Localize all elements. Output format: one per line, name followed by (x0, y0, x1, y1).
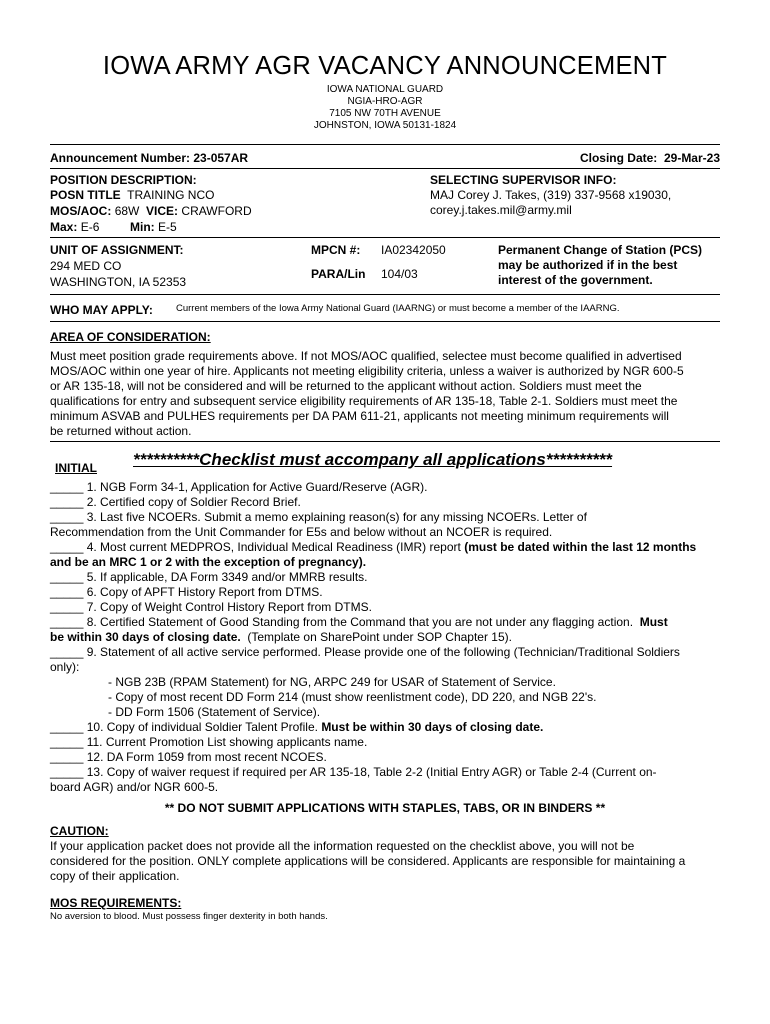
checklist-item-6 (50, 585, 323, 600)
checklist-item-10 (50, 720, 543, 735)
checklist-item-13-cont: board AGR) and/or NGR 600-5. (50, 780, 219, 794)
checklist-item-emphasis: Must (639, 615, 668, 629)
max-label: Max: (50, 220, 78, 234)
checklist-item-text: 7. Copy of Weight Control History Report from DTMS. (86, 600, 372, 614)
checklist-item-8-cont (50, 630, 512, 645)
initial-blank: _____ (50, 720, 84, 734)
vice-label: VICE: (146, 204, 179, 218)
initial-label: INITIAL (55, 461, 97, 475)
unit-name: 294 MED CO (50, 259, 122, 273)
address-line-4: JOHNSTON, IOWA 50131-1824 (313, 120, 457, 131)
posn-title-label: POSN TITLE (50, 188, 121, 202)
mos-row (50, 204, 252, 219)
checklist-item-2 (50, 495, 301, 510)
initial-blank: _____ (50, 495, 84, 509)
initial-blank: _____ (50, 540, 84, 554)
checklist-item-text: 11. Current Promotion List showing applicants name. (86, 735, 368, 749)
min-value: E-5 (158, 220, 177, 234)
checklist-item-9 (50, 645, 680, 660)
page-title: IOWA ARMY AGR VACANCY ANNOUNCEMENT (102, 52, 668, 80)
address-line-3: 7105 NW 70TH AVENUE (329, 108, 441, 119)
announcement-number-label: Announcement Number: (50, 151, 191, 165)
checklist-item-emphasis: (must be dated within the last 12 months (464, 540, 697, 554)
checklist-item-text: (Template on SharePoint under SOP Chapter 15). (247, 630, 512, 644)
checklist-item-text: 12. DA Form 1059 from most recent NCOES. (86, 750, 327, 764)
checklist-item-11 (50, 735, 367, 750)
checklist-item-text: 5. If applicable, DA Form 3349 and/or MMRB results. (86, 570, 368, 584)
position-heading: POSITION DESCRIPTION: (50, 173, 197, 187)
caution-line: If your application packet does not provide all the information requested on the checklist above, you will not be (50, 839, 635, 853)
checklist-item-text: 13. Copy of waiver request if required per AR 135-18, Table 2-2 (Initial Entry AGR) or Table 2-4 (Current on- (86, 765, 657, 779)
area-line: minimum ASVAB and PULHES requirements per DA PAM 611-21, applicants not meeting minimum requirements will (50, 409, 669, 423)
grade-min (130, 220, 177, 235)
checklist-item-text: 8. Certified Statement of Good Standing from the Command that you are not under any flagging action. (86, 615, 634, 629)
divider (50, 294, 720, 295)
mos-label: MOS/AOC: (50, 204, 112, 218)
grade-row (50, 220, 99, 235)
checklist-item-13 (50, 765, 657, 780)
vice-value: CRAWFORD (181, 204, 252, 218)
initial-blank: _____ (50, 645, 84, 659)
area-heading: AREA OF CONSIDERATION: (50, 330, 211, 344)
mpcn-label: MPCN #: (311, 243, 361, 257)
max-value: E-6 (80, 220, 100, 234)
supervisor-email: corey.j.takes.mil@army.mil (430, 203, 572, 217)
checklist-item-5 (50, 570, 368, 585)
closing-date (580, 151, 720, 166)
caution-line: considered for the position. ONLY complete applications will be considered. Applicants are responsible for maintaining a (50, 854, 686, 868)
checklist-item-text: 10. Copy of individual Soldier Talent Profile. (86, 720, 318, 734)
divider (50, 321, 720, 322)
announcement-number-value: 23-057AR (193, 151, 249, 165)
staples-warning: ** DO NOT SUBMIT APPLICATIONS WITH STAPLES, TABS, OR IN BINDERS ** (164, 801, 606, 815)
initial-blank: _____ (50, 600, 84, 614)
mpcn-value: IA02342050 (381, 243, 446, 257)
checklist-item-7 (50, 600, 372, 615)
posn-title-value: TRAINING NCO (127, 188, 215, 202)
mos-requirements-text: No aversion to blood. Must possess finger dexterity in both hands. (50, 911, 328, 922)
initial-blank: _____ (50, 750, 84, 764)
service-option-1: - NGB 23B (RPAM Statement) for NG, ARPC 249 for USAR of Statement of Service. (108, 675, 556, 689)
checklist-item-3-cont: Recommendation from the Unit Commander for E5s and below without an NCOER is required. (50, 525, 553, 539)
checklist-item-text: 2. Certified copy of Soldier Record Brief. (86, 495, 301, 509)
checklist-item-text: 6. Copy of APFT History Report from DTMS. (86, 585, 323, 599)
divider (50, 237, 720, 238)
checklist-item-1 (50, 480, 428, 495)
who-may-apply-text: Current members of the Iowa Army National Guard (IAARNG) or must become a member of the IAARNG. (176, 303, 620, 314)
area-line: be returned without action. (50, 424, 192, 438)
initial-blank: _____ (50, 765, 84, 779)
pcs-note: Permanent Change of Station (PCS) may be authorized if in the best interest of the government. (498, 243, 703, 287)
unit-heading: UNIT OF ASSIGNMENT: (50, 243, 184, 257)
area-line: MOS/AOC within one year of hire. Applicants not meeting eligibility criteria, unless a waiver is authorized by NGR 600-5 (50, 364, 684, 378)
area-line: Must meet position grade requirements above. If not MOS/AOC qualified, selectee must become qualified in advertised (50, 349, 682, 363)
checklist-item-8 (50, 615, 668, 630)
closing-date-label: Closing Date: (579, 151, 658, 165)
caution-heading: CAUTION: (50, 824, 109, 838)
initial-blank: _____ (50, 735, 84, 749)
checklist-item-text: 1. NGB Form 34-1, Application for Active Guard/Reserve (AGR). (86, 480, 428, 494)
who-may-apply-label: WHO MAY APPLY: (50, 303, 153, 317)
service-option-3: - DD Form 1506 (Statement of Service). (108, 705, 321, 719)
initial-blank: _____ (50, 585, 84, 599)
announcement-number (50, 151, 248, 166)
checklist-item-4 (50, 540, 696, 555)
area-line: or AR 135-18, will not be considered and will be returned to the applicant without action. Soldiers must meet the (50, 379, 642, 393)
checklist-item-4-cont: and be an MRC 1 or 2 with the exception of pregnancy). (50, 555, 367, 569)
checklist-item-text: 9. Statement of all active service performed. Please provide one of the following (Technician/Traditional Soldiers (86, 645, 680, 659)
checklist-item-9-cont: only): (50, 660, 80, 674)
checklist-item-3 (50, 510, 587, 525)
initial-blank: _____ (50, 615, 84, 629)
checklist-item-text: 4. Most current MEDPROS, Individual Medical Readiness (IMR) report (86, 540, 461, 554)
initial-blank: _____ (50, 480, 84, 494)
checklist-item-12 (50, 750, 327, 765)
service-option-2: - Copy of most recent DD Form 214 (must show reenlistment code), DD 220, and NGB 22's. (108, 690, 597, 704)
checklist-item-text: 3. Last five NCOERs. Submit a memo explaining reason(s) for any missing NCOERs. Letter of (86, 510, 587, 524)
divider (50, 144, 720, 145)
min-label: Min: (130, 220, 155, 234)
closing-date-value: 29-Mar-23 (663, 151, 720, 165)
para-value: 104/03 (381, 267, 418, 281)
checklist-item-emphasis: be within 30 days of closing date. (50, 630, 241, 644)
checklist-heading: **********Checklist must accompany all applications********** (133, 450, 613, 469)
address-line-1: IOWA NATIONAL GUARD (326, 84, 444, 95)
caution-line: copy of their application. (50, 869, 180, 883)
checklist-item-emphasis: Must be within 30 days of closing date. (321, 720, 544, 734)
supervisor-contact: MAJ Corey J. Takes, (319) 337-9568 x19030, (430, 188, 672, 202)
initial-blank: _____ (50, 510, 84, 524)
address-line-2: NGIA-HRO-AGR (347, 96, 423, 107)
mos-value: 68W (114, 204, 140, 218)
para-label: PARA/Lin (311, 267, 366, 281)
area-line: qualifications for entry and subsequent service eligibility requirements of AR 135-18, Table 2-1. Soldiers must meet the (50, 394, 678, 408)
supervisor-heading: SELECTING SUPERVISOR INFO: (430, 173, 617, 187)
unit-location: WASHINGTON, IA 52353 (50, 275, 187, 289)
initial-blank: _____ (50, 570, 84, 584)
divider (50, 168, 720, 169)
mos-requirements-heading: MOS REQUIREMENTS: (50, 896, 182, 910)
divider (50, 441, 720, 442)
posn-title-row (50, 188, 214, 203)
